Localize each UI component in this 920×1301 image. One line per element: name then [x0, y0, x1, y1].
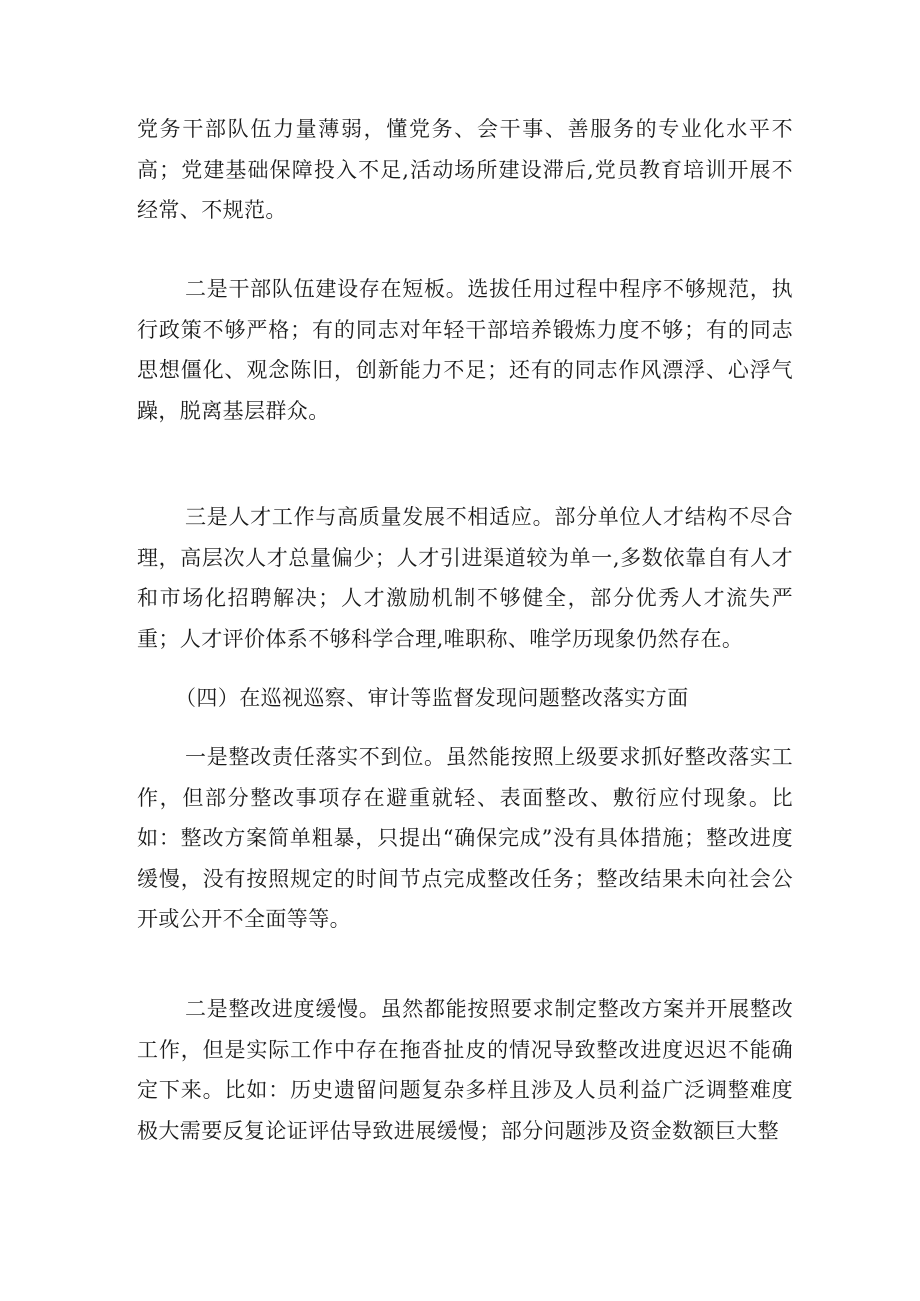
- paragraph-party-cadre-weakness: 党务干部队伍力量薄弱，懂党务、会干事、善服务的专业化水平不高；党建基础保障投入不足,活动场所建设滞后,党员教育培训开展不经常、不规范。: [137, 117, 793, 222]
- paragraph-rectification-responsibility: 一是整改责任落实不到位。虽然能按照上级要求抓好整改落实工作，但部分整改事项存在避重就轻、表面整改、敷衍应付现象。比如：整改方案简单粗暴，只提出“确保完成”没有具体措施；整改进度缓慢，没有按照规定的时间节点完成整改任务；整改结果未向社会公开或公开不全面等等。: [137, 745, 793, 931]
- paragraph-talent-work: 三是人才工作与高质量发展不相适应。部分单位人才结构不尽合理，高层次人才总量偏少；人才引进渠道较为单一,多数依靠自有人才和市场化招聘解决；人才激励机制不够健全，部分优秀人才流失严重；人才评价体系不够科学合理,唯职称、唯学历现象仍然存在。: [137, 505, 793, 651]
- paragraph-rectification-progress: 二是整改进度缓慢。虽然都能按照要求制定整改方案并开展整改工作，但是实际工作中存在拖沓扯皮的情况导致整改进度迟迟不能确定下来。比如：历史遗留问题复杂多样且涉及人员利益广泛调整难度极大需要反复论证评估导致进展缓慢；部分问题涉及资金数额巨大整: [137, 997, 793, 1143]
- paragraph-cadre-team-shortcomings: 二是干部队伍建设存在短板。选拔任用过程中程序不够规范，执行政策不够严格；有的同志对年轻干部培养锻炼力度不够；有的同志思想僵化、观念陈旧，创新能力不足；还有的同志作风漂浮、心浮气躁，脱离基层群众。: [137, 277, 793, 423]
- section-heading-four: （四）在巡视巡察、审计等监督发现问题整改落实方面: [175, 686, 689, 710]
